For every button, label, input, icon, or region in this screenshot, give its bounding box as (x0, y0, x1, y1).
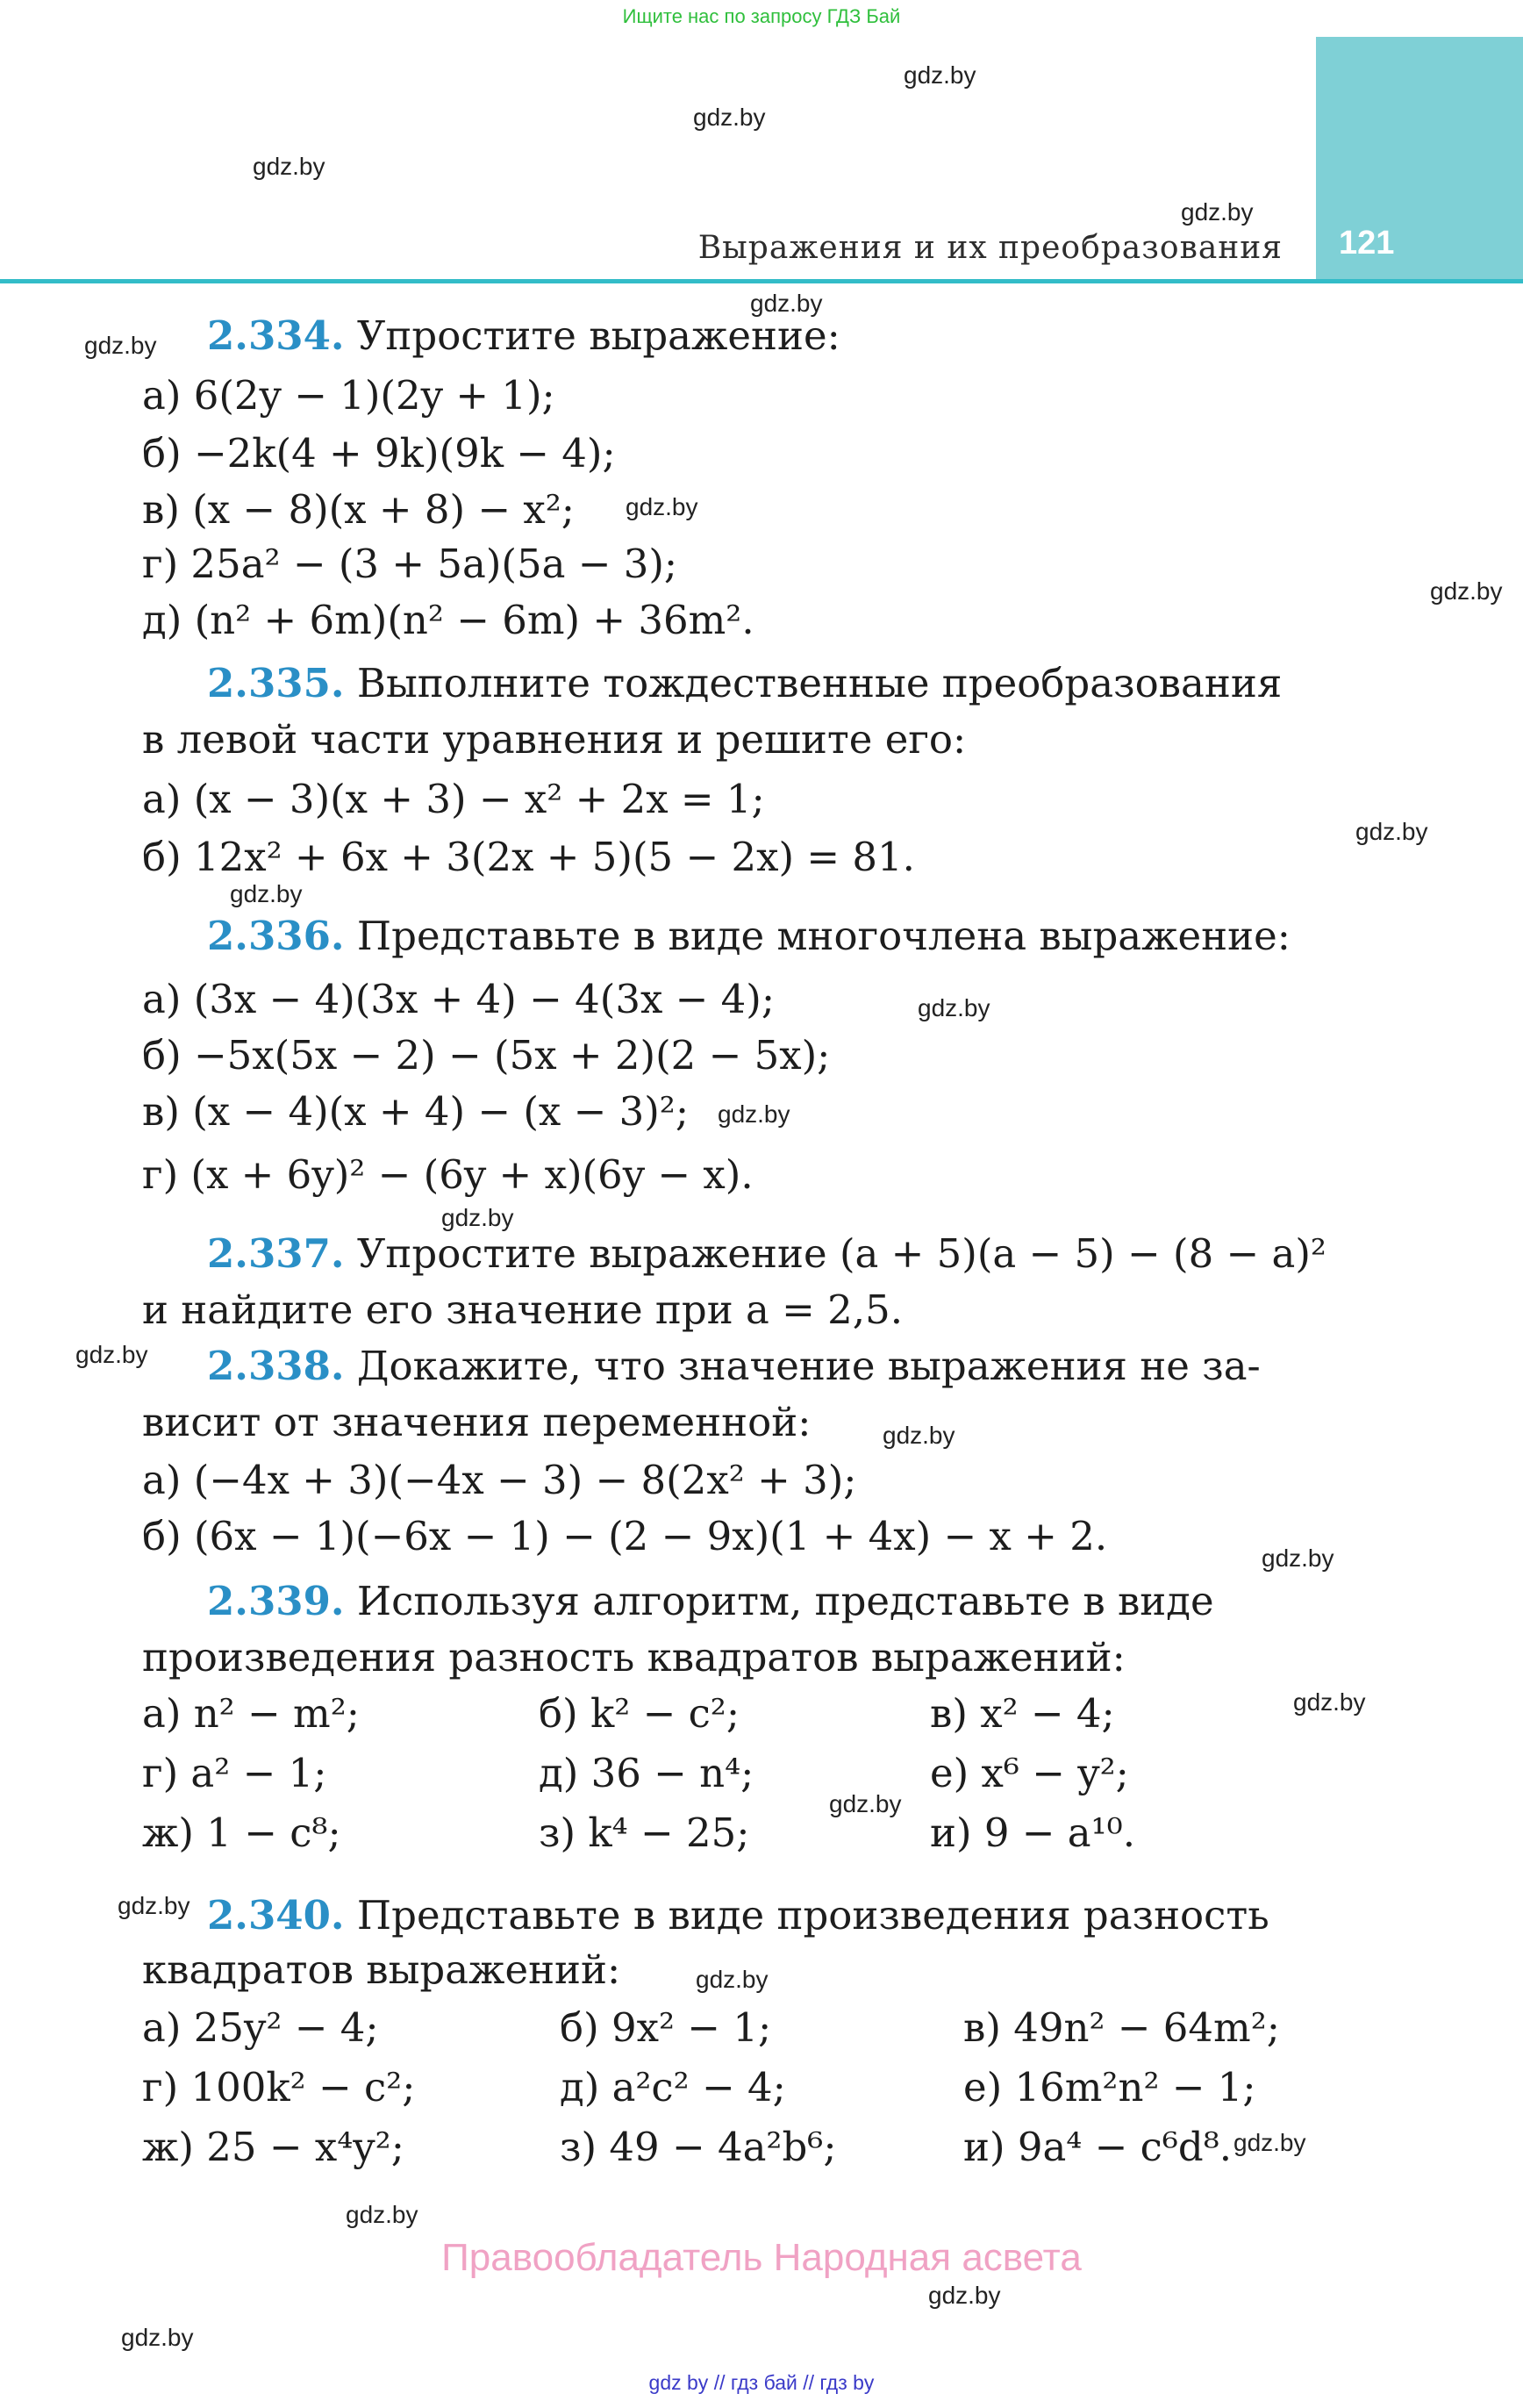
exercise-text: Представьте в виде произведения разность (356, 1892, 1269, 1939)
watermark: gdz.by (1262, 1544, 1334, 1572)
exercise-item: а) 25y² − 4; (142, 2004, 379, 2051)
exercise-item: б) k² − c²; (539, 1690, 740, 1737)
exercise-number: 2.336. (207, 913, 345, 959)
exercise-item: в) x² − 4; (930, 1690, 1115, 1737)
watermark: gdz.by (1181, 198, 1254, 226)
exercise-2-339-heading (207, 1578, 1214, 1624)
watermark: gdz.by (84, 332, 157, 359)
exercise-2-335-heading (207, 660, 1282, 706)
exercise-item: з) k⁴ − 25; (539, 1810, 750, 1856)
watermark: gdz.by (696, 1966, 769, 1993)
exercise-text: произведения разность квадратов выражений: (142, 1634, 1126, 1681)
exercise-text: Докажите, что значение выражения не за- (356, 1343, 1261, 1389)
running-head: Выражения и их преобразования (697, 230, 1283, 266)
watermark: gdz.by (1430, 577, 1503, 605)
watermark: gdz.by (346, 2201, 418, 2228)
exercise-item: ж) 1 − c⁸; (142, 1810, 341, 1856)
watermark: gdz.by (750, 290, 823, 317)
page-number: 121 (1339, 225, 1395, 262)
exercise-number: 2.338. (207, 1343, 345, 1389)
exercise-item: б) −2k(4 + 9k)(9k − 4); (142, 430, 616, 477)
exercise-text: Выполните тождественные преобразования (356, 660, 1283, 706)
exercise-item: а) (x − 3)(x + 3) − x² + 2x = 1; (142, 776, 765, 822)
exercise-item: в) (x − 8)(x + 8) − x²; (142, 486, 575, 533)
exercise-item: г) 100k² − c²; (142, 2064, 416, 2111)
exercise-item: в) (x − 4)(x + 4) − (x − 3)²; (142, 1088, 690, 1135)
exercise-number: 2.335. (207, 660, 345, 706)
exercise-item: и) 9a⁴ − c⁶d⁸. (963, 2124, 1233, 2170)
exercise-item: а) 6(2y − 1)(2y + 1); (142, 372, 555, 419)
exercise-item: д) a²c² − 4; (560, 2064, 786, 2111)
watermark: gdz.by (441, 1204, 514, 1231)
exercise-item: з) 49 − 4a²b⁶; (560, 2124, 837, 2170)
watermark: gdz.by (1233, 2129, 1306, 2156)
watermark: gdz.by (121, 2324, 194, 2351)
watermark: gdz.by (918, 994, 990, 1021)
exercise-2-334-heading (207, 312, 840, 359)
watermark: gdz.by (883, 1422, 955, 1449)
exercise-2-337-heading (207, 1230, 1326, 1277)
watermark: gdz.by (626, 493, 698, 520)
watermark: gdz.by (253, 153, 325, 180)
watermark: gdz.by (718, 1100, 790, 1128)
exercise-2-336-heading (207, 913, 1291, 959)
exercise-item: г) (x + 6y)² − (6y + x)(6y − x). (142, 1151, 754, 1198)
exercise-2-340-heading (207, 1892, 1269, 1939)
watermark: gdz.by (230, 880, 303, 907)
watermark: gdz.by (904, 61, 976, 89)
exercise-item: ж) 25 − x⁴y²; (142, 2124, 404, 2170)
exercise-text: в левой части уравнения и решите его: (142, 716, 967, 763)
header-rule (0, 279, 1523, 283)
exercise-number: 2.337. (207, 1230, 345, 1277)
watermark: gdz.by (118, 1892, 190, 1919)
exercise-item: и) 9 − a¹⁰. (930, 1810, 1136, 1856)
exercise-text: и найдите его значение при a = 2,5. (142, 1286, 904, 1333)
exercise-text: висит от значения переменной: (142, 1399, 812, 1445)
watermark: gdz.by (693, 104, 766, 131)
exercise-number: 2.340. (207, 1892, 345, 1939)
exercise-text: Представьте в виде многочлена выражение: (356, 913, 1291, 959)
watermark: gdz.by (1293, 1688, 1366, 1716)
exercise-item: б) 9x² − 1; (560, 2004, 772, 2051)
watermark: gdz.by (1355, 818, 1428, 845)
exercise-text: Используя алгоритм, представьте в виде (356, 1578, 1214, 1624)
watermark: gdz.by (928, 2282, 1001, 2309)
exercise-item: в) 49n² − 64m²; (963, 2004, 1280, 2051)
copyright-notice: Правообладатель Народная асвета (441, 2236, 1082, 2279)
watermark: gdz.by (75, 1341, 148, 1368)
exercise-text: Упростите выражение: (356, 312, 840, 359)
exercise-item: б) (6x − 1)(−6x − 1) − (2 − 9x)(1 + 4x) − x + 2. (142, 1513, 1108, 1559)
exercise-2-338-heading (207, 1343, 1261, 1389)
exercise-item: б) −5x(5x − 2) − (5x + 2)(2 − 5x); (142, 1032, 831, 1079)
exercise-number: 2.334. (207, 312, 345, 359)
watermark: gdz.by (829, 1790, 902, 1817)
exercise-item: д) 36 − n⁴; (539, 1750, 754, 1796)
exercise-item: г) a² − 1; (142, 1750, 327, 1796)
exercise-item: д) (n² + 6m)(n² − 6m) + 36m². (142, 597, 754, 643)
exercise-item: а) (−4x + 3)(−4x − 3) − 8(2x² + 3); (142, 1457, 857, 1503)
exercise-item: б) 12x² + 6x + 3(2x + 5)(5 − 2x) = 81. (142, 834, 915, 880)
exercise-item: а) n² − m²; (142, 1690, 360, 1737)
exercise-text: Упростите выражение (a + 5)(a − 5) − (8 − a)² (356, 1230, 1326, 1277)
exercise-item: е) 16m²n² − 1; (963, 2064, 1256, 2111)
exercise-text: квадратов выражений: (142, 1946, 621, 1993)
exercise-number: 2.339. (207, 1578, 345, 1624)
exercise-item: а) (3x − 4)(3x + 4) − 4(3x − 4); (142, 976, 775, 1022)
footer-links: gdz by // гдз бай // гдз by (648, 2371, 875, 2394)
top-banner: Ищите нас по запросу ГДЗ Бай (622, 5, 901, 27)
exercise-item: г) 25a² − (3 + 5a)(5a − 3); (142, 541, 678, 587)
exercise-item: е) x⁶ − y²; (930, 1750, 1129, 1796)
